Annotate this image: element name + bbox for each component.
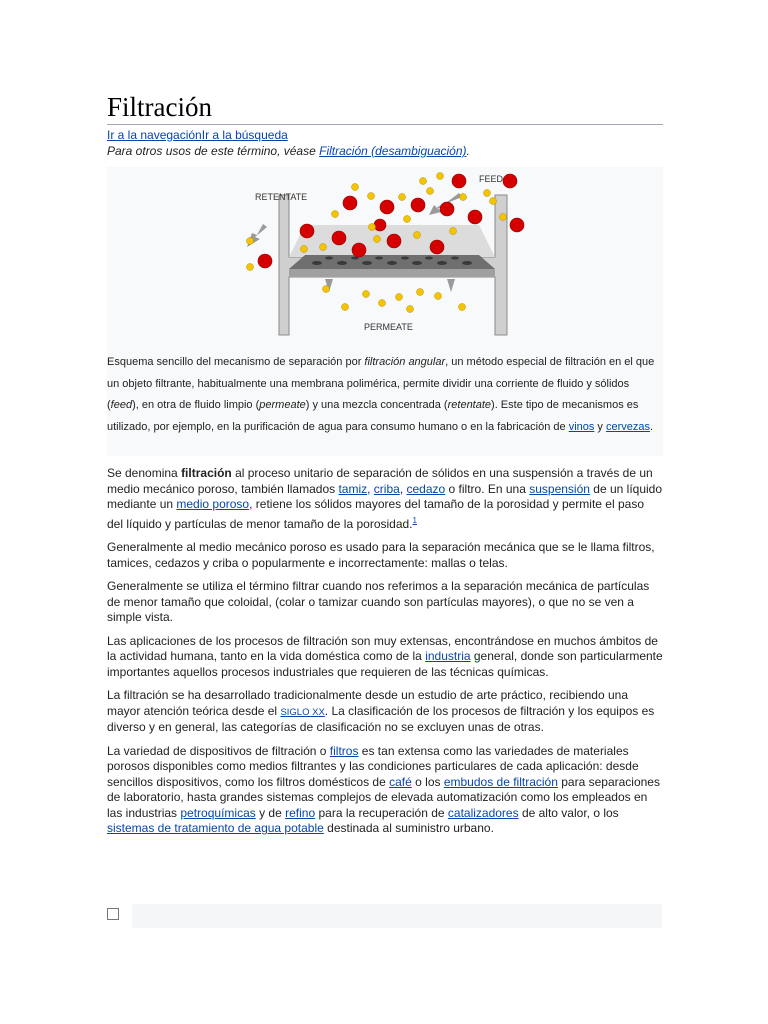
- collapsed-content-box: [132, 904, 662, 928]
- caption-emphasis: permeate: [259, 399, 306, 411]
- text: destinada al suministro urbano.: [323, 821, 494, 835]
- text: , retiene los sólidos mayores del tamaño de la porosidad y permite el paso del líquido y partículas de menor tamaño de la porosidad.: [107, 497, 644, 531]
- caption-emphasis: retentate: [447, 399, 492, 411]
- hatnote: [107, 144, 470, 158]
- paragraph-definition: [107, 466, 663, 532]
- article-body: [107, 466, 663, 845]
- vinos-link[interactable]: vinos: [568, 420, 595, 433]
- caption-text: ), en otra de fluido limpio (: [132, 399, 260, 411]
- jump-to-navigation-link[interactable]: Ir a la navegación: [107, 128, 202, 142]
- embudos-link[interactable]: embudos de filtración: [443, 774, 558, 789]
- cedazo-link[interactable]: cedazo: [406, 481, 446, 496]
- bold-term: filtración: [181, 466, 232, 480]
- label-retentate: RETENTATE: [255, 192, 308, 202]
- text: es tan extensa como las variedades de materiales porosos disponibles como medios filtrantes y las condiciones particulares de cada aplicación: desde sencillos dispositivos, como los filtros domésticos de: [107, 743, 639, 789]
- text: La variedad de dispositivos de filtración o: [107, 743, 330, 758]
- membrane-edge: [289, 269, 495, 277]
- medio-poroso-link[interactable]: medio poroso: [176, 497, 250, 511]
- paragraph-2: Generalmente al medio mecánico poroso es usado para la separación mecánica que se le llama filtros, tamices, cedazos y criba o popularmente e incorrectamente: mallas o telas.: [107, 540, 655, 570]
- collapsed-box-checkbox[interactable]: [107, 908, 119, 920]
- reference-link[interactable]: 1: [412, 515, 417, 525]
- text: o los: [411, 774, 444, 789]
- caption-text: ). Este tipo de mecanismos es utilizado, por ejemplo, en la purificación de agua para consumo humano o en la fabricación de: [107, 399, 639, 433]
- jump-links: [107, 128, 288, 142]
- text: para separaciones de laboratorio, hasta grandes sistemas complejos de elevada automatización como los empleados en las industrias: [107, 774, 660, 820]
- text: al proceso unitario de separación de sólidos en una suspensión a través de un medio mecánico poroso, también llamados: [107, 466, 653, 496]
- caption-emphasis: feed: [110, 399, 133, 411]
- text: y de: [255, 805, 286, 820]
- page-title: Filtración: [107, 92, 663, 125]
- figure-caption: [107, 352, 659, 438]
- tratamiento-agua-link[interactable]: sistemas de tratamiento de agua potable: [107, 821, 324, 835]
- industria-link[interactable]: industria: [425, 649, 471, 663]
- petroquimicas-link[interactable]: petroquímicas: [180, 805, 256, 820]
- disambiguation-link[interactable]: Filtración (desambiguación): [319, 144, 467, 158]
- text: de alto valor, o los: [518, 805, 619, 820]
- paragraph-history: [107, 688, 663, 736]
- text: ,: [399, 481, 407, 496]
- caption-text: y: [594, 420, 606, 433]
- text: general, donde son particularmente importantes aquellos procesos industriales que requieren de las técnicas químicas.: [107, 649, 663, 679]
- tamiz-link[interactable]: tamiz: [338, 481, 368, 496]
- refino-link[interactable]: refino: [285, 805, 316, 820]
- text: . La clasificación de los procesos de filtración y los equipos es diverso y en general, las categorías de clasificación no se excluyen unas de otras.: [107, 703, 655, 734]
- suspension-link[interactable]: suspensión: [529, 481, 590, 496]
- text: La filtración se ha desarrollado tradicionalmente desde un estudio de arte práctico, recibiendo una mayor atención teórica desde el: [107, 688, 628, 718]
- cafe-link[interactable]: café: [389, 774, 412, 789]
- hatnote-suffix: .: [466, 144, 470, 158]
- paragraph-3: Generalmente se utiliza el término filtrar cuando nos referimos a la separación mecánica de partículas de menor tamaño que coloidal, (colar o tamizar cuando son partículas mayores), o que no se ven a simple vista.: [107, 579, 650, 624]
- text: ,: [367, 481, 374, 496]
- catalizadores-link[interactable]: catalizadores: [447, 805, 519, 820]
- hatnote-prefix: Para otros usos de este término, véase: [107, 144, 320, 158]
- text: o filtro. En una: [445, 481, 530, 496]
- caption-text: .: [650, 420, 654, 433]
- text: de un líquido mediante un: [107, 481, 663, 511]
- caption-emphasis: filtración angular: [364, 356, 446, 368]
- label-feed: FEED: [479, 174, 504, 184]
- criba-link[interactable]: criba: [373, 481, 400, 496]
- text: para la recuperación de: [315, 805, 448, 820]
- text: Las aplicaciones de los procesos de filtración son muy extensas, encontrándose en muchos ámbitos de la actividad humana, tanto en la vida doméstica como de la: [107, 633, 658, 663]
- caption-text: ) y una mezcla concentrada (: [305, 399, 448, 411]
- filtros-link[interactable]: filtros: [329, 743, 359, 758]
- caption-text: , un método especial de filtración en el que un objeto filtrante, habitualmente una membrana polimérica, permite dividir una corriente de fluido y sólidos (: [107, 356, 655, 411]
- label-permeate: PERMEATE: [364, 322, 413, 332]
- paragraph-applications: [107, 634, 663, 681]
- crossflow-filtration-diagram[interactable]: [107, 167, 663, 352]
- cervezas-link[interactable]: cervezas: [606, 420, 651, 433]
- caption-text: Esquema sencillo del mecanismo de separación por: [107, 356, 365, 368]
- siglo-xx-link[interactable]: SIGLO XX: [280, 706, 325, 718]
- paragraph-devices: [107, 744, 663, 837]
- jump-to-search-link[interactable]: Ir a la búsqueda: [201, 128, 288, 142]
- text: Se denomina: [107, 466, 182, 480]
